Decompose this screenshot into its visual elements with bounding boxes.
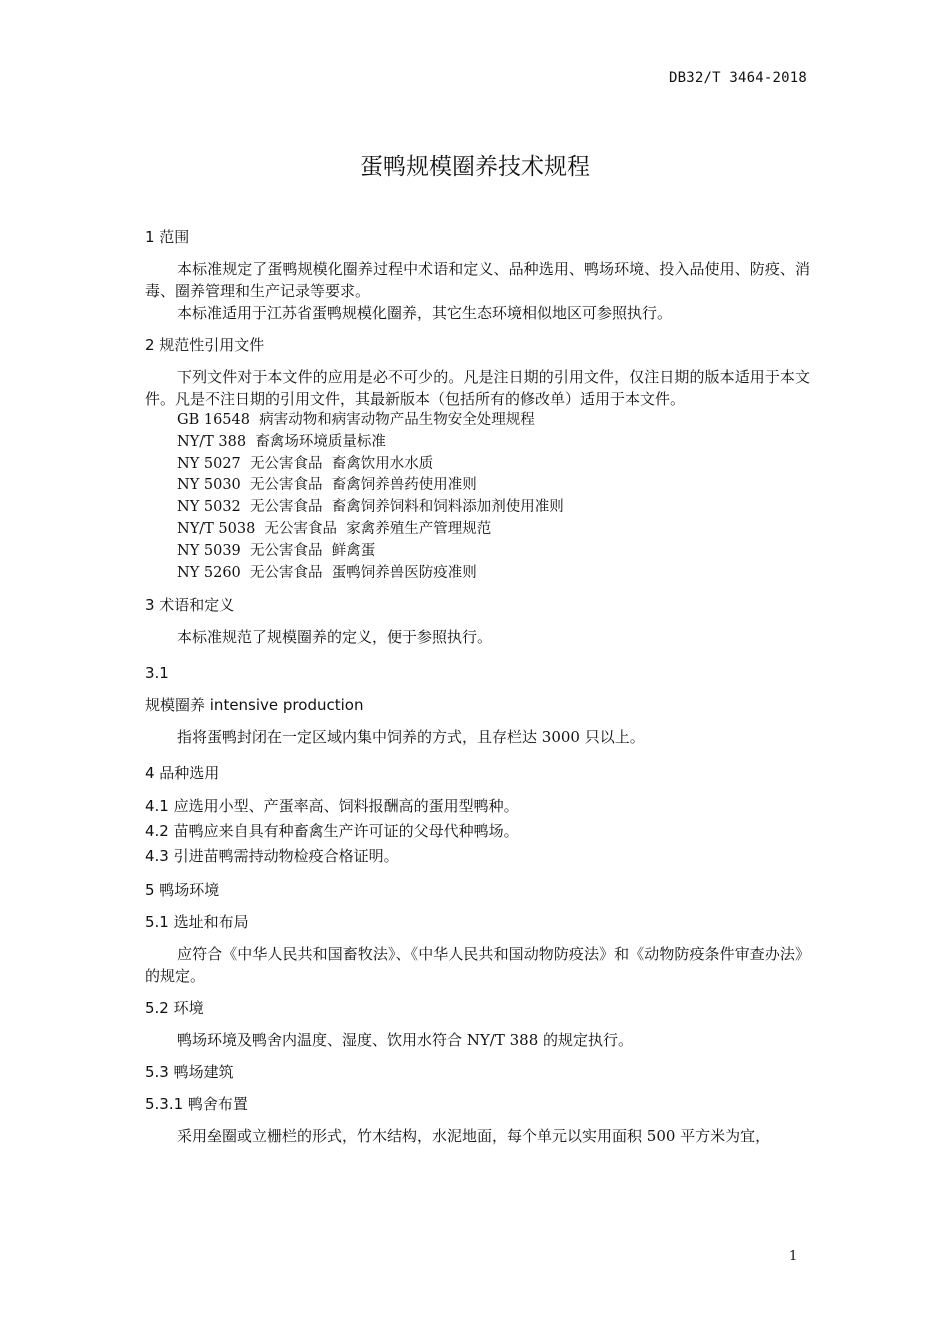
document-body — [145, 226, 810, 1147]
subsection-5-3-1-heading: 5.3.1 鸭舍布置 — [145, 1095, 248, 1114]
standard-code: DB32/T 3464-2018 — [668, 70, 807, 86]
subsection-3-1-number: 3.1 — [145, 664, 169, 683]
clause-number: 4.1 — [145, 797, 169, 816]
clause-text: 应选用小型、产蛋率高、饲料报酬高的蛋用型鸭种。 — [173, 797, 519, 816]
reference-item: GB 16548 病害动物和病害动物产品生物安全处理规程 — [177, 412, 535, 428]
section-2-paragraph: 下列文件对于本文件的应用是必不可少的。凡是注日期的引用文件，仅注日期的版本适用于本文件。凡是不注日期的引用文件，其最新版本（包括所有的修改单）适用于本文件。 — [145, 368, 810, 408]
reference-list — [145, 410, 810, 584]
term-definition: 指将蛋鸭封闭在一定区域内集中饲养的方式，且存栏达 3000 只以上。 — [177, 728, 645, 747]
subsection-5-2-heading: 5.2 环境 — [145, 999, 204, 1018]
clause-4-2 — [145, 819, 810, 844]
reference-item: NY 5030 无公害食品 畜禽饲养兽药使用准则 — [177, 477, 477, 494]
subsection-5-1-heading: 5.1 选址和布局 — [145, 913, 249, 932]
section-4-heading: 4 品种选用 — [145, 764, 220, 783]
clause-number: 4.3 — [145, 847, 169, 866]
page-number: 1 — [789, 1249, 798, 1264]
subsection-5-2-paragraph: 鸭场环境及鸭舍内温度、湿度、饮用水符合 NY/T 388 的规定执行。 — [177, 1031, 634, 1050]
clause-number: 4.2 — [145, 822, 169, 841]
clause-text: 引进苗鸭需持动物检疫合格证明。 — [173, 847, 399, 866]
reference-item: NY/T 5038 无公害食品 家禽养殖生产管理规范 — [177, 520, 492, 537]
reference-item: NY 5039 无公害食品 鲜禽蛋 — [177, 542, 376, 559]
subsection-5-1-paragraph: 应符合《中华人民共和国畜牧法》、《中华人民共和国动物防疫法》和《动物防疫条件审查办法》的规定。 — [145, 945, 810, 986]
section-1-paragraph-1: 本标准规定了蛋鸭规模化圈养过程中术语和定义、品种选用、鸭场环境、投入品使用、防疫、消毒、圈养管理和生产记录等要求。 — [145, 260, 810, 300]
section-5-heading: 5 鸭场环境 — [145, 881, 220, 900]
section-1-heading: 1 范围 — [145, 228, 190, 246]
document-title: 蛋鸭规模圈养技术规程 — [360, 154, 590, 180]
clause-text: 苗鸭应来自具有种畜禽生产许可证的父母代种鸭场。 — [173, 822, 519, 841]
section-3-paragraph: 本标准规范了规模圈养的定义，便于参照执行。 — [177, 628, 493, 647]
clause-4-1 — [145, 794, 810, 819]
section-1-paragraph-2: 本标准适用于江苏省蛋鸭规模化圈养，其它生态环境相似地区可参照执行。 — [177, 304, 673, 322]
subsection-5-3-1-paragraph: 采用垒圈或立栅栏的形式，竹木结构，水泥地面，每个单元以实用面积 500 平方米为宜， — [177, 1127, 771, 1146]
section-2-heading: 2 规范性引用文件 — [145, 336, 265, 354]
reference-item: NY 5032 无公害食品 畜禽饲养饲料和饲料添加剂使用准则 — [177, 499, 564, 516]
term-heading: 规模圈养 intensive production — [145, 696, 364, 715]
clause-4-3 — [145, 844, 810, 869]
subsection-5-3-heading: 5.3 鸭场建筑 — [145, 1063, 234, 1082]
reference-item: NY 5260 无公害食品 蛋鸭饲养兽医防疫准则 — [177, 564, 477, 581]
reference-item: NY 5027 无公害食品 畜禽饮用水水质 — [177, 455, 434, 472]
reference-item: NY/T 388 畜禽场环境质量标准 — [177, 433, 386, 450]
section-3-heading: 3 术语和定义 — [145, 596, 235, 615]
